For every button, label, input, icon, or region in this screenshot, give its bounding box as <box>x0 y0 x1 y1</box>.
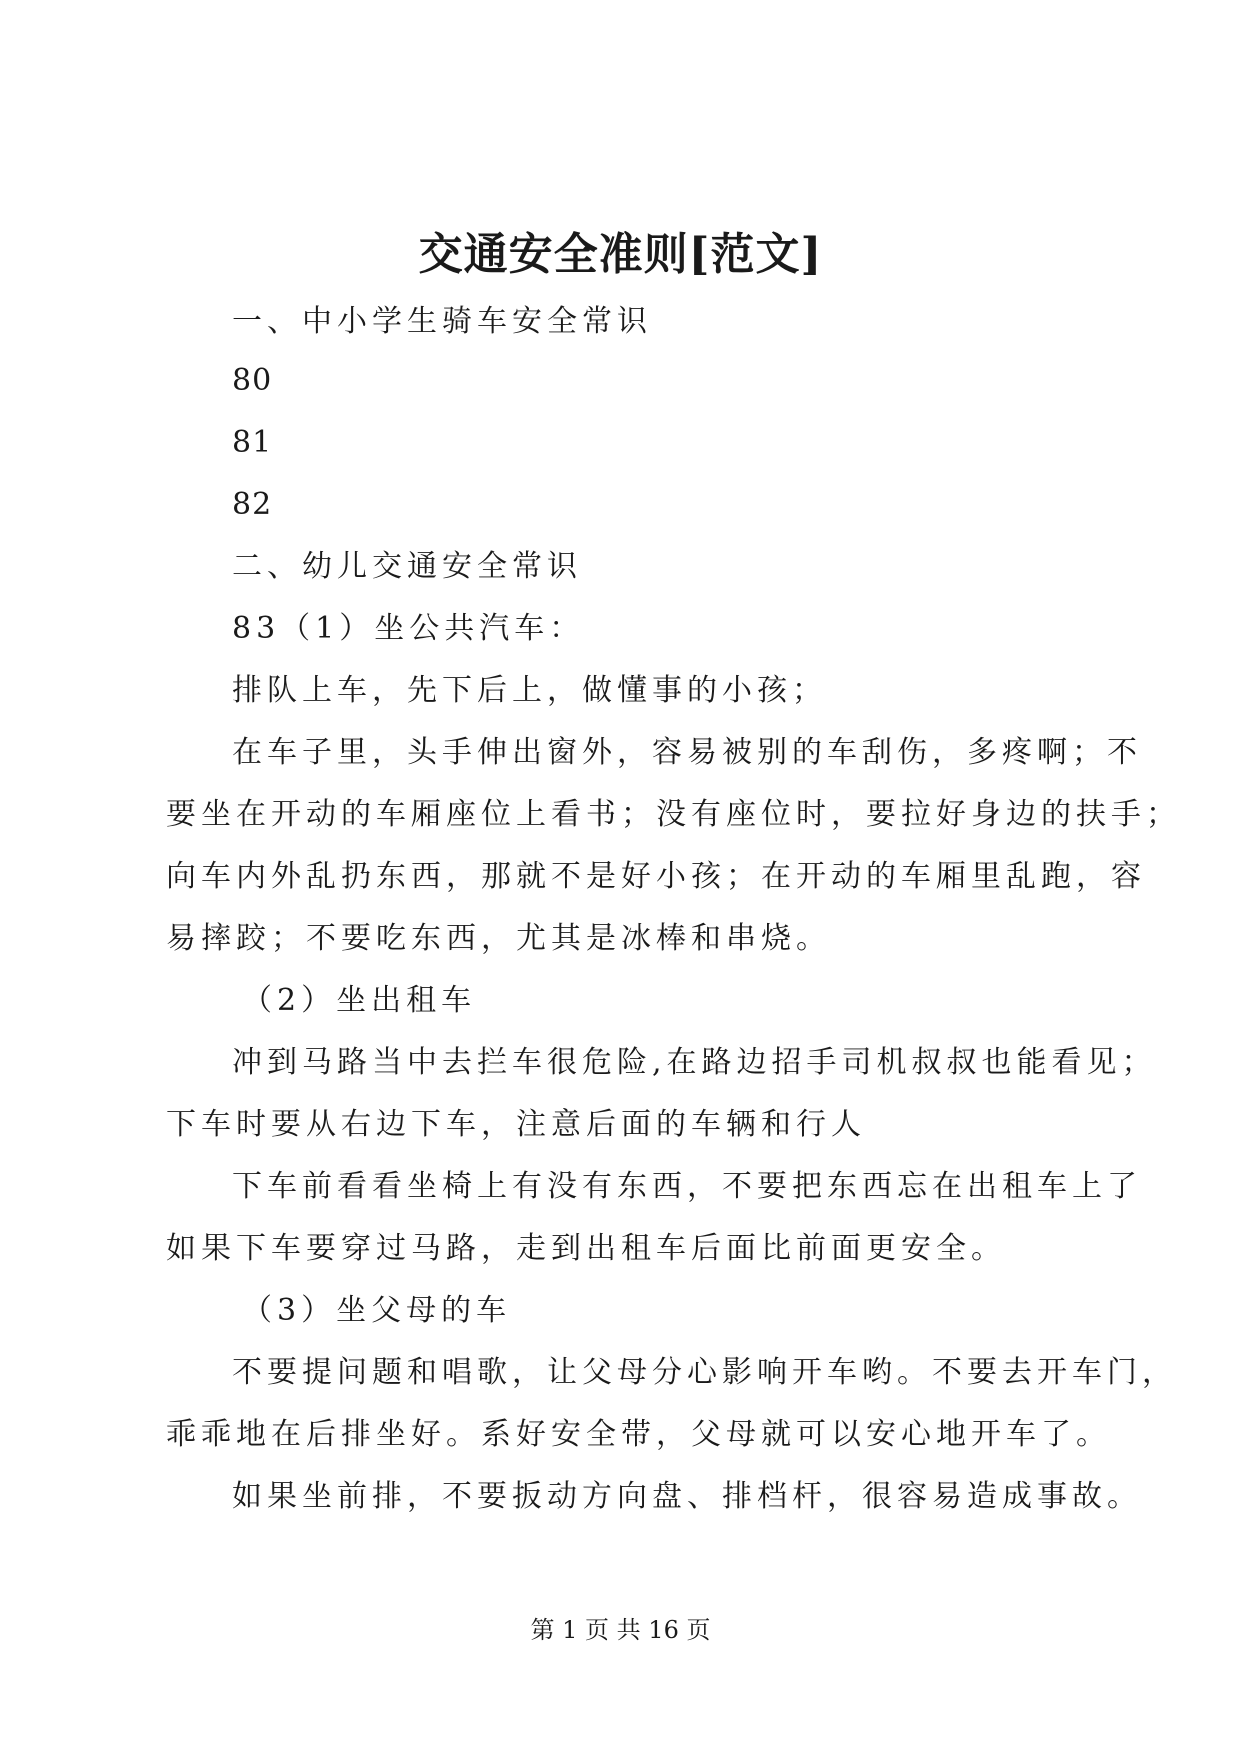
subsection-heading: （3）坐父母的车 <box>242 1293 512 1328</box>
paragraph-line: 易摔跤；不要吃东西，尤其是冰棒和串烧。 <box>166 921 831 956</box>
section-heading-2: 二、幼儿交通安全常识 <box>232 549 582 584</box>
subsection-heading: 83（1）坐公共汽车： <box>232 611 585 646</box>
paragraph-line: 冲到马路当中去拦车很危险,在路边招手司机叔叔也能看见； <box>232 1045 1157 1080</box>
paragraph-line: 乖乖地在后排坐好。系好安全带，父母就可以安心地开车了。 <box>166 1417 1111 1452</box>
paragraph-line: 要坐在开动的车厢座位上看书；没有座位时，要拉好身边的扶手； <box>166 797 1181 832</box>
list-item-number: 81 <box>232 425 273 460</box>
paragraph-line: 如果坐前排，不要扳动方向盘、排档杆，很容易造成事故。 <box>232 1479 1142 1514</box>
paragraph-line: 不要提问题和唱歌，让父母分心影响开车哟。不要去开车门， <box>232 1355 1177 1390</box>
paragraph-line: 下车前看看坐椅上有没有东西，不要把东西忘在出租车上了 <box>232 1169 1142 1204</box>
page-footer: 第 1 页 共 16 页 <box>530 1616 711 1644</box>
paragraph-line: 向车内外乱扔东西，那就不是好小孩；在开动的车厢里乱跑，容 <box>166 859 1146 894</box>
list-item-number: 80 <box>232 363 273 398</box>
paragraph-line: 如果下车要穿过马路，走到出租车后面比前面更安全。 <box>166 1231 1006 1266</box>
list-item-number: 82 <box>232 487 273 522</box>
section-heading-1: 一、中小学生骑车安全常识 <box>232 304 652 339</box>
subsection-heading: （2）坐出租车 <box>242 983 477 1018</box>
paragraph-line: 排队上车，先下后上，做懂事的小孩； <box>232 673 827 708</box>
paragraph-line: 在车子里，头手伸出窗外，容易被别的车刮伤，多疼啊；不 <box>232 735 1142 770</box>
document-title: 交通安全准则[范文] <box>418 229 823 280</box>
paragraph-line: 下车时要从右边下车，注意后面的车辆和行人 <box>166 1107 866 1142</box>
